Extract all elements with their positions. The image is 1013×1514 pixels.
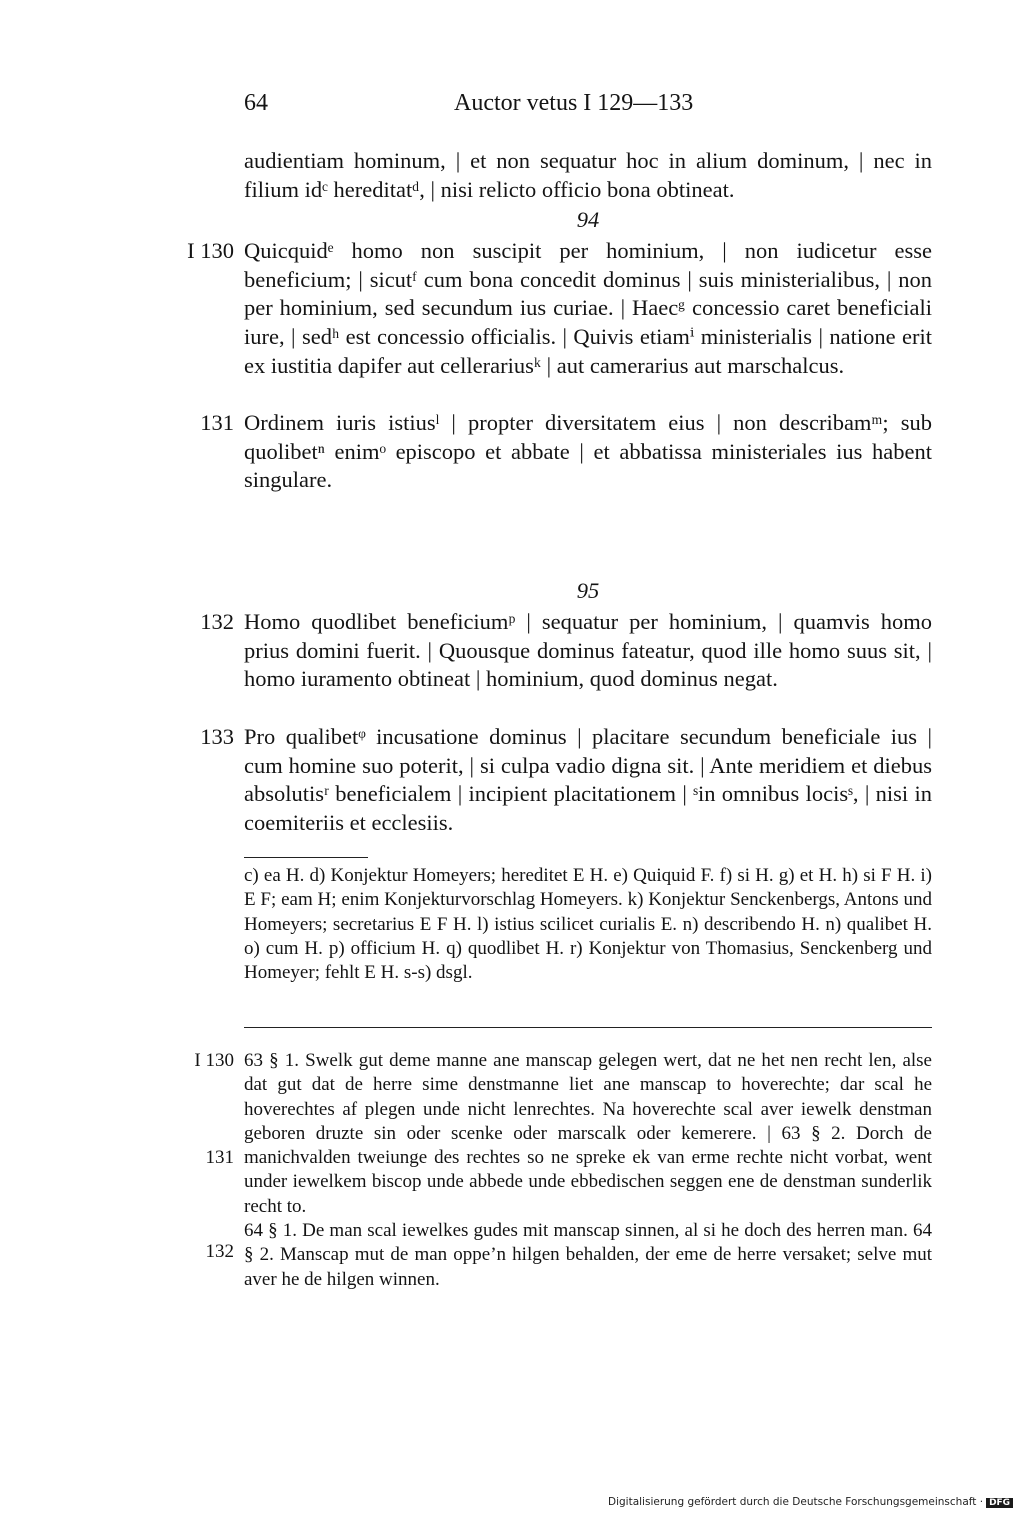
paragraph-130: Quicquidᵉ homo non suscipit per hominium, | non iudicetur esse beneficium; | sicutᶠ cum bona concedit dominus | suis ministerialibus, | non per hominium, sed secundum ius curiae. | Haecᵍ concessio caret beneficiali iure, | sedʰ est concessio officialis. | Quivis etiamⁱ ministerialis | natione erit ex iustitia dapifer aut cellerariusᵏ | aut camerarius aut marschalcus. bbox=[244, 238, 932, 378]
page-number: 64 bbox=[244, 90, 268, 116]
german-paragraph-64: 64 § 1. De man scal iewelkes gudes mit manscap sinnen, al si he doch des herren man. 64 § 2. Manscap mut de man oppe’n hilgen behalden, der eme de herre versaket; selve mut aver he de hilgen winnen. bbox=[244, 1220, 932, 1290]
paragraph-133: Pro qualibetᵠ incusatione dominus | placitare secundum beneficiale ius | cum homine suo poterit, | si culpa vadio digna sit. | Ante meridiem et diebus absolutisʳ beneficialem | incipient placitationem | ˢin omnibus locisˢ, | nisi in coemiteriis et ecclesiis. bbox=[244, 724, 932, 836]
section-number-94: 94 bbox=[576, 207, 600, 232]
dfg-logo: DFG bbox=[986, 1498, 1013, 1508]
german-number-131: 131 bbox=[205, 1147, 234, 1168]
german-paragraph-63: 63 § 1. Swelk gut deme manne ane manscap gelegen wert, dat ne het nen recht len, alse dat gut dat de herre sime denstmanne liet ane manscap to hoverechte; dar scal he hoverechtes af plegen unde nicht lenrechtes. Na hoverechte scal aver iewelk denstman geboren druzte sin oder scenke oder marscalk oder kemerere. | 63 § 2. Dorch de manichvalden tweiunge des rechtes so ne spreke ek van erme rechte nicht vorbat, went under iewelkem biscop unde abbede unde ebbedischen seggen ene de denstman sunderlik recht to. bbox=[244, 1050, 932, 1217]
sachsenspiegel-text bbox=[244, 1049, 932, 1292]
credit-text: Digitalisierung gefördert durch die Deutsche Forschungsgemeinschaft · bbox=[608, 1496, 984, 1508]
margin-number-131: 131 bbox=[200, 410, 234, 435]
section-divider bbox=[244, 1027, 932, 1028]
margin-number-133: 133 bbox=[200, 724, 234, 749]
footnote-rule bbox=[244, 857, 368, 858]
paragraph-131: Ordinem iuris istiusˡ | propter diversitatem eius | non describamᵐ; sub quolibetⁿ enimᵒ episcopo et abbate | et abbatissa ministeriales ius habent singulare. bbox=[244, 410, 932, 493]
paragraph-132: Homo quodlibet beneficiumᵖ | sequatur per hominium, | quamvis homo prius domini fuerit. | Quousque dominus fateatur, quod ille homo suus sit, | homo iuramento obtineat | hominium, quod dominus negat. bbox=[244, 609, 932, 692]
german-number-132: 132 bbox=[205, 1241, 234, 1262]
continued-paragraph: audientiam hominum, | et non sequatur hoc in alium dominum, | nec in filium idᶜ hereditatᵈ, | nisi relicto officio bona obtineat. bbox=[244, 148, 932, 202]
critical-apparatus: c) ea H. d) Konjektur Homeyers; hereditet E H. e) Quiquid F. f) si H. g) et H. h) si F H. i) E F; eam H; enim Konjekturvorschlag Homeyers. k) Konjektur Senckenbergs, Antons und Homeyers; secretarius E F H. l) istius scilicet curialis E. n) describendo H. n) qualibet H. o) cum H. p) officium H. q) quodlibet H. r) Konjektur von Thomasius, Senckenberg und Homeyer; fehlt E H. s-s) dsgl. bbox=[244, 865, 932, 984]
margin-number-132: 132 bbox=[200, 609, 234, 634]
margin-number-130: I 130 bbox=[187, 238, 234, 263]
running-header bbox=[244, 90, 932, 124]
digitization-credit bbox=[608, 1496, 1013, 1508]
running-title: Auctor vetus I 129—133 bbox=[454, 90, 694, 116]
german-number-130: I 130 bbox=[194, 1050, 234, 1071]
section-number-95: 95 bbox=[576, 578, 600, 603]
